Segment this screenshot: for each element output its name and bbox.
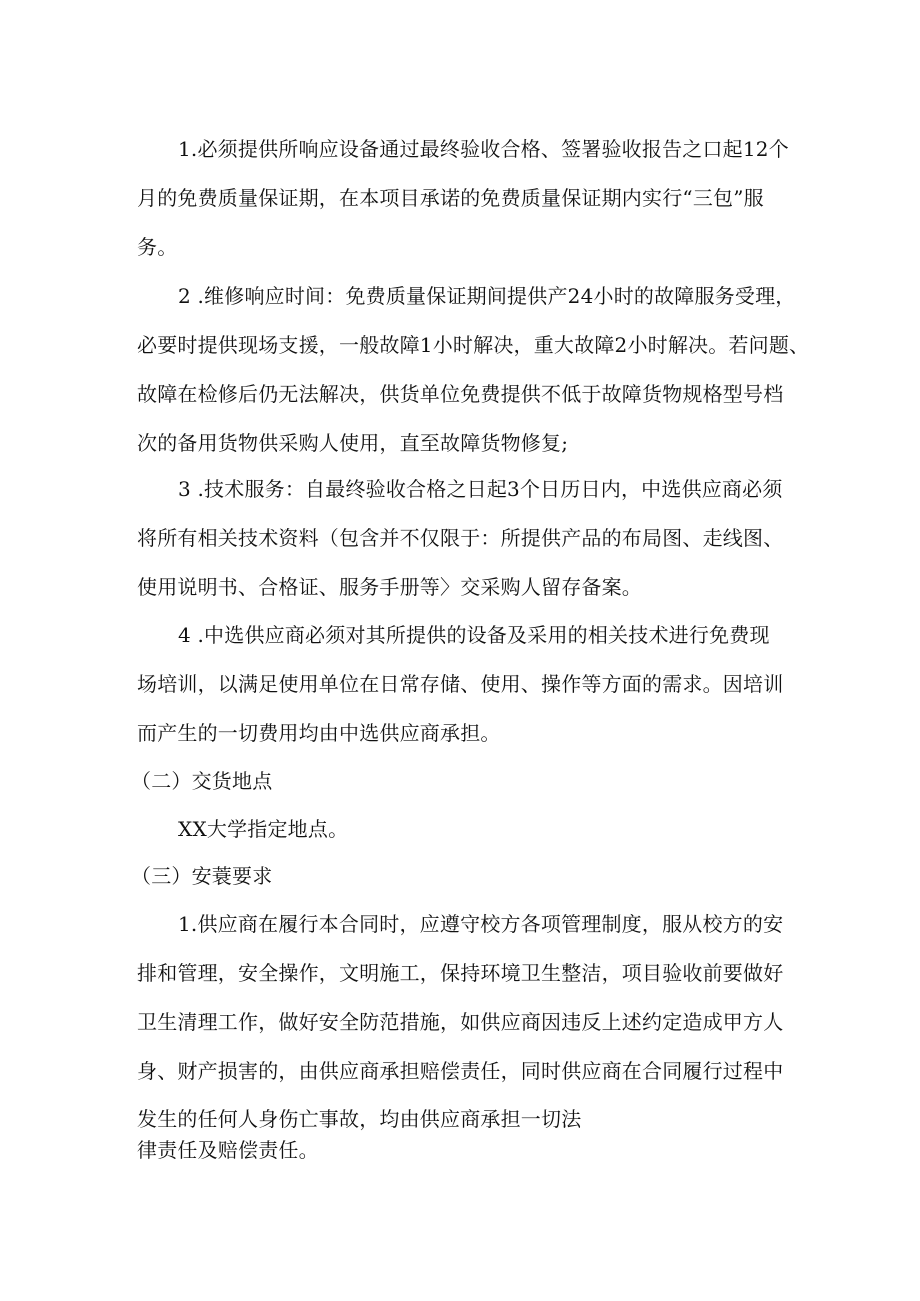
text-line: 必要时提供现场支援，一般故障1小时解决，重大故障2小时解决。若问题、 [137, 333, 810, 357]
section-heading: （二）交货地点 [131, 769, 273, 793]
text-line: 4 .中选供应商必须对其所提供的设备及采用的相关技术进行免费现 [178, 623, 770, 647]
text-line: 场培训，以满足使用单位在日常存储、使用、操作等方面的需求。因培训 [137, 672, 784, 696]
text-line: 使用说明书、合格证、服务手册等〉交采购人留存备案。 [137, 575, 642, 599]
text-line: 2 .维修响应时间：免费质量保证期间提供产24小时的故障服务受理， [178, 284, 796, 308]
text-line: XX大学指定地点。 [178, 817, 349, 841]
text-line: 而产生的一切费用均由中选供应商承担。 [137, 721, 501, 745]
text-line: 3 .技术服务：自最终验收合格之日起3个日历日内，中选供应商必须 [178, 477, 783, 501]
text-line: 务。 [137, 235, 178, 259]
text-line: 卫生清理工作，做好安全防范措施，如供应商因违反上述约定造成甲方人 [137, 1010, 784, 1034]
text-line: 故障在检修后仍无法解决，供货单位免费提供不低于故障货物规格型号档 [137, 382, 784, 406]
text-line: 律责任及赔偿责任。 [137, 1138, 319, 1162]
text-line: 次的备用货物供采购人使用，直至故障货物修复; [137, 431, 569, 455]
text-line: 将所有相关技术资料（包含并不仅限于：所提供产品的布局图、走线图、 [137, 526, 784, 550]
text-line: 1.必须提供所响应设备通过最终验收合格、签署验收报告之口起12个 [178, 137, 789, 161]
text-line: 身、财产损害的，由供应商承担赔偿责任，同时供应商在合同履行过程中 [137, 1059, 784, 1083]
text-line: 1.供应商在履行本合同时，应遵守校方各项管理制度，服从校方的安 [178, 912, 784, 936]
text-line: 发生的任何人身伤亡事故，均由供应商承担一切法 [137, 1107, 582, 1131]
text-line: 月的免费质量保证期，在本项目承诺的免费质量保证期内实行“三包”服 [137, 186, 764, 210]
text-line: 排和管理，安全操作，文明施工，保持环境卫生整洁，项目验收前要做好 [137, 961, 784, 985]
section-heading: （三）安蓑要求 [131, 864, 273, 888]
